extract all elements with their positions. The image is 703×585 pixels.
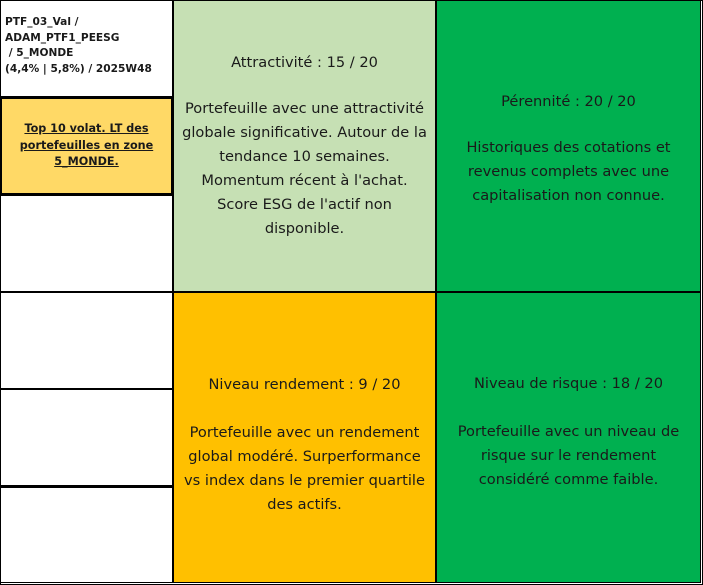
top10-volatility-link-cell[interactable] (0, 97, 173, 195)
perennite-score-title: Pérennité : 20 / 20 (501, 93, 636, 110)
attractivite-description: Portefeuille avec une attractivité globale significative. Autour de la tendance 10 semaines. Momentum récent à l'achat. Score ESG de l'actif non disponible. (182, 100, 427, 237)
rendement-description: Portefeuille avec un rendement global modéré. Surperformance vs index dans le premier quartile des actifs. (184, 423, 425, 513)
portfolio-zone-line: / 5_MONDE (5, 47, 74, 59)
perennite-description: Historiques des cotations et revenus complets avec une capitalisation non connue. (466, 139, 671, 204)
portfolio-header-cell (0, 0, 173, 97)
perennite-quadrant (436, 0, 701, 292)
top10-volatility-link[interactable]: Top 10 volat. LT des portefeuilles en zone 5_MONDE. (19, 122, 154, 169)
portfolio-name-line: PTF_03_Val / (5, 16, 79, 28)
rendement-quadrant (173, 292, 436, 583)
risque-quadrant (436, 292, 701, 583)
empty-cell (0, 389, 173, 486)
portfolio-id-line: ADAM_PTF1_PEESG (5, 31, 120, 44)
empty-cell (0, 292, 173, 389)
empty-cell (0, 195, 173, 292)
portfolio-stats-line: (4,4% | 5,8%) / 2025W48 (5, 62, 152, 75)
risque-description: Portefeuille avec un niveau de risque sur le rendement considéré comme faible. (457, 422, 680, 488)
empty-cell (0, 486, 173, 583)
attractivite-score-title: Attractivité : 15 / 20 (231, 54, 378, 71)
attractivite-quadrant (173, 0, 436, 292)
rendement-score-title: Niveau rendement : 9 / 20 (208, 375, 401, 393)
risque-score-title: Niveau de risque : 18 / 20 (474, 374, 663, 392)
